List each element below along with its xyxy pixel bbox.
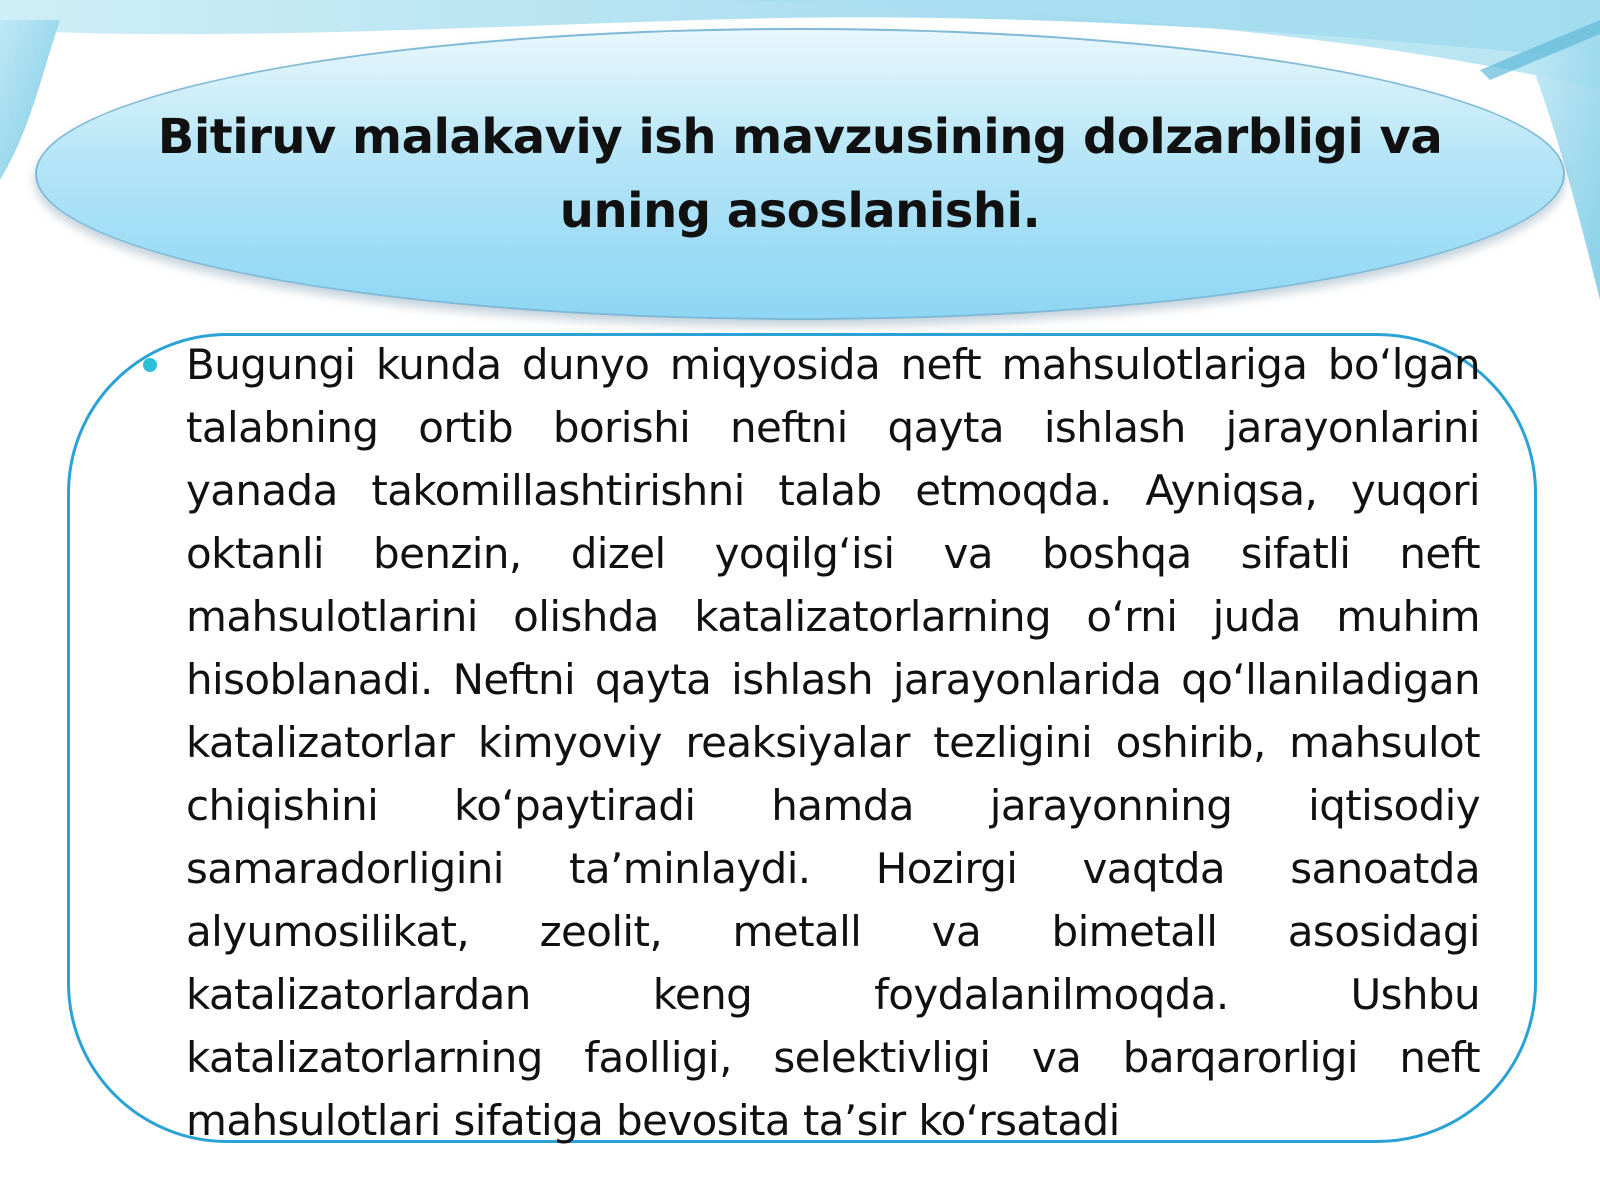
body-paragraph: Bugungi kunda dunyo miqyosida neft mahsulotlariga bo‘lgan talabning ortib borishi neftni qayta ishlash jarayonlarini yanada takomillashtirishni talab etmoqda. Ayniqsa, yuqori oktanli benzin, dizel yoqilg‘isi va boshqa sifatli neft mahsulotlarini olishda katalizatorlarning o‘rni juda muhim hisoblanadi. Neftni qayta ishlash jarayonlarida qo‘llaniladigan katalizatorlar kimyoviy reaksiyalar tezligini oshirib, mahsulot chiqishini ko‘paytiradi hamda jarayonning iqtisodiy samaradorligini ta’minlaydi. Hozirgi vaqtda sanoatda alyumosilikat, zeolit, metall va bimetall asosidagi katalizatorlardan keng foydalanilmoqda. Ushbu katalizatorlarning faolligi, selektivligi va barqarorligi neft mahsulotlari sifatiga bevosita ta’sir ko‘rsatadi: [186, 340, 1480, 1145]
slide-title: Bitiruv malakaviy ish mavzusining dolzarbligi va uning asoslanishi.: [157, 109, 1443, 239]
bullet-dot-icon: [143, 358, 157, 372]
